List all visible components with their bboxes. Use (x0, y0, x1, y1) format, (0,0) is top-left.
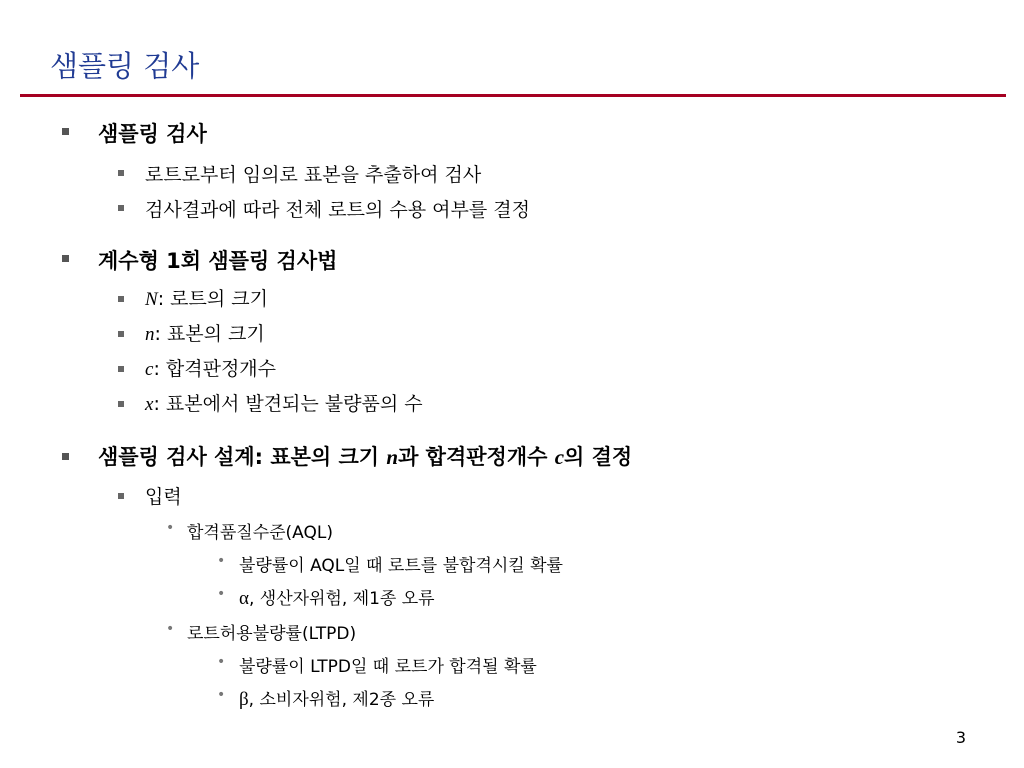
bullet-marker (118, 331, 124, 337)
variable-description: : 표본의 크기 (154, 323, 265, 345)
bullet-marker (62, 453, 69, 460)
bullet-dot: • (217, 687, 226, 703)
list-item (145, 354, 276, 381)
section-heading-single-sampling: 계수형 1회 샘플링 검사법 (98, 249, 338, 273)
variable-symbol: c (145, 359, 154, 380)
list-item (239, 685, 434, 711)
heading-text: 샘플링 검사 설계: 표본의 크기 (98, 445, 387, 469)
bullet-dot: • (217, 586, 226, 602)
list-item-ltpd: 로트허용불량률(LTPD) (187, 624, 357, 644)
list-item (145, 319, 265, 346)
list-item (239, 584, 435, 610)
slide-title: 샘플링 검사 (50, 49, 200, 83)
variable-symbol: x (145, 394, 154, 415)
bullet-marker (118, 296, 124, 302)
list-item-aql: 합격품질수준(AQL) (187, 523, 333, 543)
variable-description: : 합격판정개수 (153, 358, 277, 380)
list-item: 불량률이 LTPD일 때 로트가 합격될 확률 (239, 657, 537, 677)
variable-symbol: n (145, 324, 155, 345)
list-item (145, 284, 268, 311)
list-item: 로트로부터 임의로 표본을 추출하여 검사 (145, 164, 482, 186)
item-text: , 소비자위험, 제2종 오류 (248, 690, 435, 710)
bullet-marker (118, 401, 124, 407)
bullet-marker (62, 255, 69, 262)
list-item: 불량률이 AQL일 때 로트를 불합격시킬 확률 (239, 556, 563, 576)
variable-symbol: c (554, 445, 565, 469)
bullet-dot: • (166, 520, 175, 536)
list-item: 검사결과에 따라 전체 로트의 수용 여부를 결정 (145, 199, 530, 221)
bullet-marker (118, 205, 124, 211)
page-number: 3 (955, 728, 966, 747)
variable-description: : 로트의 크기 (157, 288, 268, 310)
bullet-marker (118, 170, 124, 176)
list-item-input: 입력 (145, 486, 182, 508)
bullet-marker (118, 493, 124, 499)
title-divider (20, 94, 1006, 97)
heading-text: 과 합격판정개수 (398, 445, 555, 469)
bullet-dot: • (166, 621, 175, 637)
section-heading-design (98, 441, 632, 471)
bullet-dot: • (217, 553, 226, 569)
section-heading-sampling: 샘플링 검사 (98, 122, 207, 146)
list-item (145, 389, 423, 416)
beta-symbol: β (239, 689, 249, 710)
heading-text: 의 결정 (564, 445, 633, 469)
bullet-marker (118, 366, 124, 372)
variable-symbol: n (386, 445, 399, 469)
bullet-dot: • (217, 654, 226, 670)
bullet-marker (62, 128, 69, 135)
variable-description: : 표본에서 발견되는 불량품의 수 (153, 393, 423, 415)
variable-symbol: N (145, 289, 158, 310)
alpha-symbol: α (239, 588, 249, 609)
item-text: , 생산자위험, 제1종 오류 (248, 589, 435, 609)
